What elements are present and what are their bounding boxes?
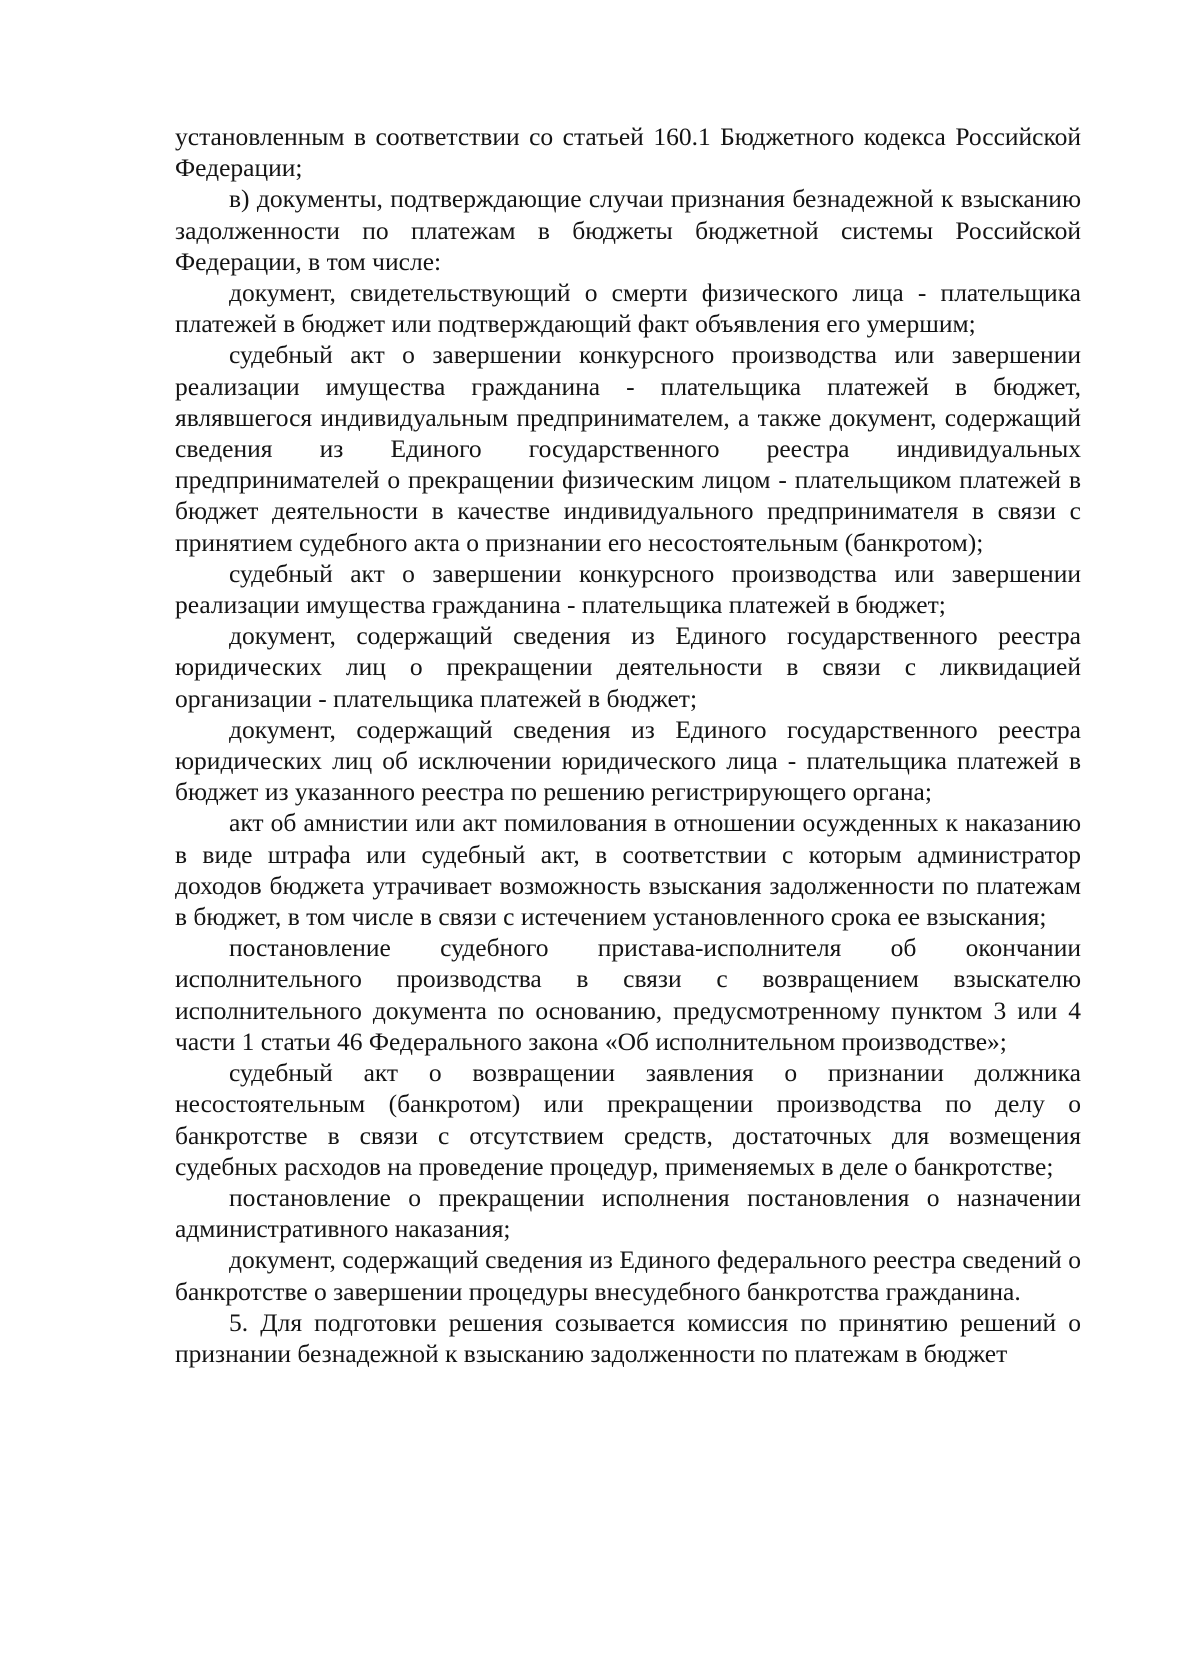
paragraph-bailiff: постановление судебного пристава-исполнителя об окончании исполнительного производства в связи с возвращением взыскателю исполнительного документа по основанию, предусмотренному пунктом 3 или 4 части 1 статьи 46 Федерального закона «Об исполнительном производстве»; <box>175 933 1081 1056</box>
paragraph-bankruptcy-citizen: судебный акт о завершении конкурсного производства или завершении реализации имущества гражданина - плательщика платежей в бюджет; <box>175 558 1081 620</box>
paragraph-death-document: документ, свидетельствующий о смерти физического лица - плательщика платежей в бюджет или подтверждающий факт объявления его умершим; <box>175 278 1081 339</box>
paragraph-liquidation: документ, содержащий сведения из Единого государственного реестра юридических лиц о прекращении деятельности в связи с ликвидацией организации - плательщика платежей в бюджет; <box>175 621 1081 713</box>
paragraph-return-application: судебный акт о возвращении заявления о признании должника несостоятельным (банкротом) или прекращении производства по делу о банкротстве в связи с отсутствием средств, достаточных для возмещения судебных расходов на проведение процедур, применяемых в деле о банкротстве; <box>175 1058 1081 1181</box>
paragraph-extrajudicial-bankruptcy: документ, содержащий сведения из Единого федерального реестра сведений о банкротстве о завершении процедуры внесудебного банкротства гражданина. <box>175 1245 1081 1306</box>
paragraph-amnesty: акт об амнистии или акт помилования в отношении осужденных к наказанию в виде штрафа или судебный акт, в соответствии с которым администратор доходов бюджета утрачивает возможность взыскания задолженности по платежам в бюджет, в том числе в связи с истечением установленного срока ее взыскания; <box>175 808 1081 932</box>
paragraph-bankruptcy-entrepreneur: судебный акт о завершении конкурсного производства или завершении реализации имущества гражданина - плательщика платежей в бюджет, являвшегося индивидуальным предпринимателем, а также документ, содержащий сведения из Единого государственного реестра индивидуальных предпринимателей о прекращении физическим лицом - плательщиком платежей в бюджет деятельности в качестве индивидуального предпринимателя в связи с принятием судебного акта о признании его несостоятельным (банкротом); <box>175 340 1081 557</box>
document-body <box>175 121 1081 1369</box>
paragraph-item-5: 5. Для подготовки решения созывается комиссия по принятию решений о признании безнадежной к взысканию задолженности по платежам в бюджет <box>175 1307 1081 1368</box>
paragraph-continuation: установленным в соответствии со статьей 160.1 Бюджетного кодекса Российской Федерации; <box>175 122 1081 183</box>
paragraph-exclusion: документ, содержащий сведения из Единого государственного реестра юридических лиц об исключении юридического лица - плательщика платежей в бюджет из указанного реестра по решению регистрирующего органа; <box>175 714 1081 807</box>
paragraph-termination: постановление о прекращении исполнения постановления о назначении административного наказания; <box>175 1182 1081 1244</box>
paragraph-item-v: в) документы, подтверждающие случаи признания безнадежной к взысканию задолженности по платежам в бюджеты бюджетной системы Российской Федерации, в том числе: <box>175 184 1081 276</box>
